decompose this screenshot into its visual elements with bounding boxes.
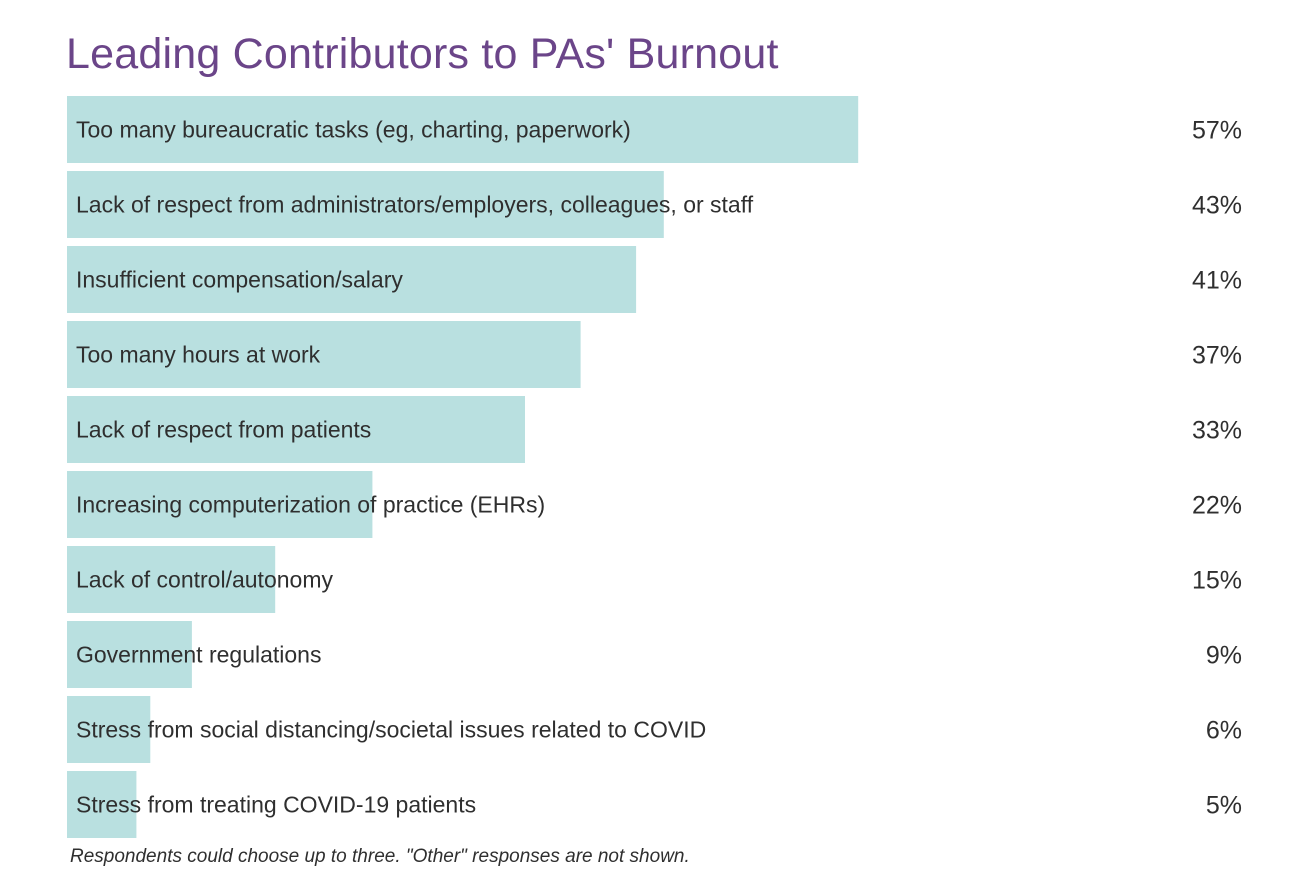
category-label: Increasing computerization of practice (EHRs) — [76, 491, 546, 518]
category-label: Lack of control/autonomy — [76, 566, 333, 593]
category-label: Stress from social distancing/societal issues related to COVID — [76, 716, 707, 743]
value-label: 37% — [1191, 341, 1242, 370]
category-label: Stress from treating COVID-19 patients — [76, 791, 477, 818]
category-label: Lack of respect from patients — [76, 416, 372, 443]
category-label: Too many hours at work — [76, 341, 321, 368]
value-label: 6% — [1205, 716, 1242, 745]
value-label: 9% — [1205, 641, 1242, 670]
value-label: 43% — [1191, 191, 1242, 220]
chart-footnote: Respondents could choose up to three. "Other" responses are not shown. — [70, 846, 690, 867]
category-label: Lack of respect from administrators/employers, colleagues, or staff — [76, 191, 754, 218]
chart-title: Leading Contributors to PAs' Burnout — [66, 30, 779, 78]
value-label: 33% — [1191, 416, 1242, 445]
category-label: Too many bureaucratic tasks (eg, charting, paperwork) — [76, 116, 631, 143]
value-label: 22% — [1191, 491, 1242, 520]
category-label: Government regulations — [76, 641, 322, 668]
value-label: 15% — [1191, 566, 1242, 595]
value-label: 41% — [1191, 266, 1242, 295]
value-label: 57% — [1191, 116, 1242, 145]
category-label: Insufficient compensation/salary — [76, 266, 403, 293]
value-label: 5% — [1205, 791, 1242, 820]
